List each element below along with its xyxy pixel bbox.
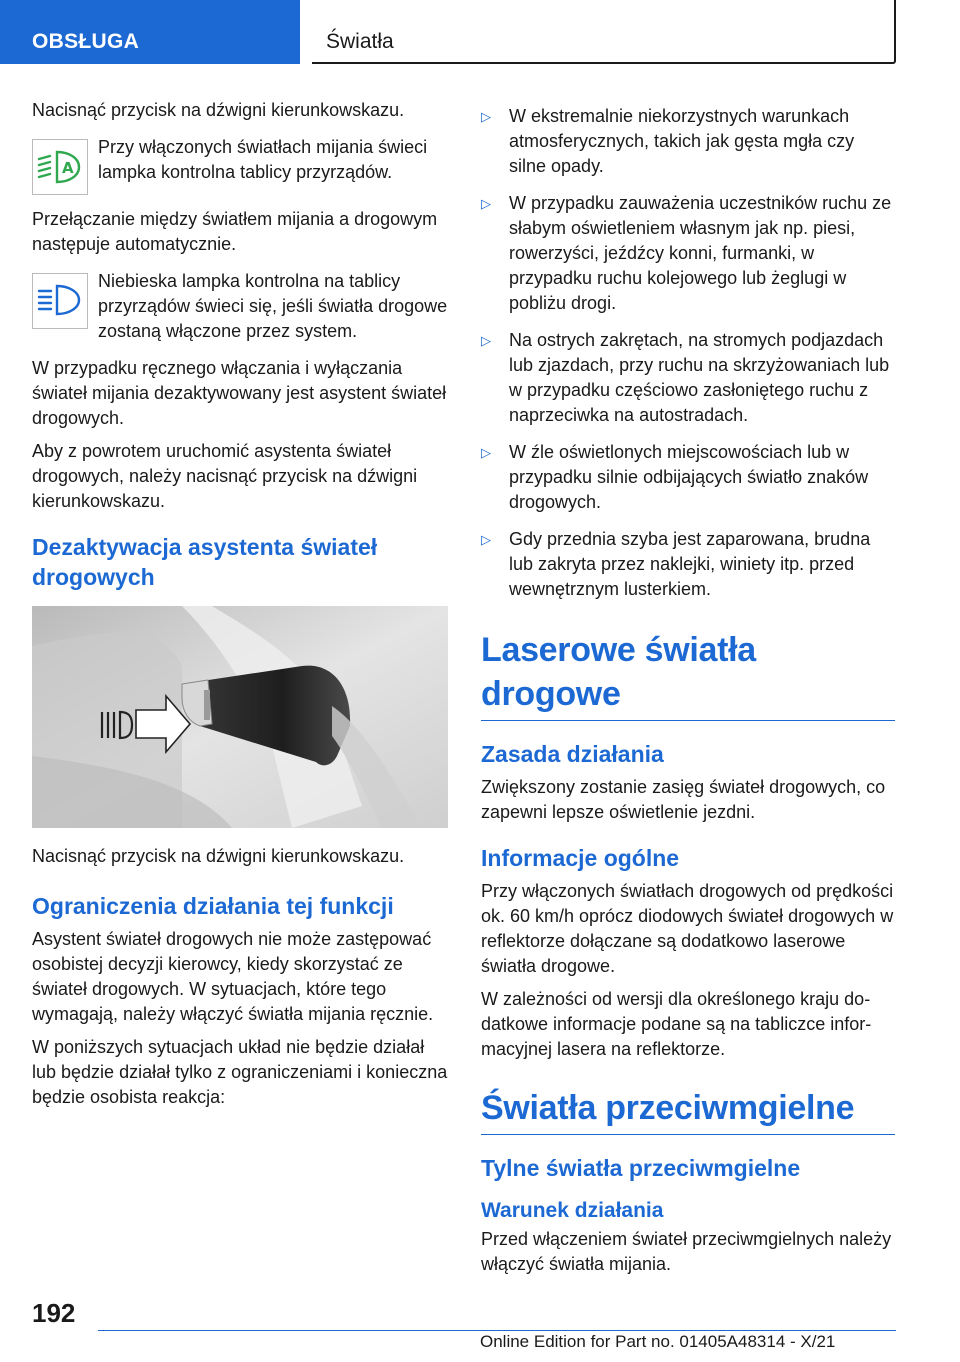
page-number: 192: [32, 1298, 76, 1328]
bullet-triangle-icon: ▷: [481, 333, 491, 348]
paragraph: Aby z powrotem uruchomić asystenta świateł drogowych, należy nacisnąć przycisk na dźwigni kierunkowskazu.: [32, 441, 418, 511]
heading-deactivate: Dezaktywacja asystenta świateł drogowych: [32, 534, 378, 590]
heading-limits: Ograniczenia działania tej funkcji: [32, 893, 394, 919]
bullet-triangle-icon: ▷: [481, 445, 491, 460]
paragraph: W zależności od wersji dla określonego kraju dodatkowe informacje podane są na tabliczce informacyjnej lasera na reflektorze.: [481, 989, 872, 1059]
paragraph: Zwiększony zostanie zasięg świateł drogowych, co zapewni lepsze oświetlenie jezdni.: [481, 777, 886, 822]
left-column: [32, 98, 448, 1118]
list-item: ▷ Na ostrych zakrętach, na stromych podjazdach lub zjazdach, przy ruchu na skrzyżowaniach lub w przypadku częściowo zasłoniętego ruchu z naprzeciwka na autostradach.: [481, 328, 895, 428]
paragraph: Przy włączonych światłach drogowych od prędkości ok. 60 km/h oprócz diodowych świateł drogowych w reflektorze dołączane są dodatkowo laserowe światła drogowe.: [481, 881, 894, 976]
heading-fog-lights: Światła przeciwmgielne: [481, 1086, 895, 1135]
indicator-description: Niebieska lampka kontrolna na tablicy przyrządów świeci się, jeśli światła drogowe zostaną włączone przez system.: [98, 271, 448, 341]
paragraph: W poniższych sytuacjach układ nie będzie działał lub będzie działał tylko z ograniczeniami i konieczna będzie osobista reakcja:: [32, 1037, 448, 1107]
list-item: ▷ Gdy przednia szyba jest zaparowana, brudna lub zakryta przez naklejki, winiety itp. przed wewnętrznym lusterkiem.: [481, 527, 895, 602]
bullet-triangle-icon: ▷: [481, 532, 491, 547]
paragraph: Przełączanie między światłem mijania a drogowym następuje automatycznie.: [32, 209, 438, 254]
right-column: [481, 104, 895, 1285]
heading-condition: Warunek działania: [481, 1199, 664, 1222]
figure-caption: Nacisnąć przycisk na dźwigni kierunkowskazu.: [32, 846, 405, 866]
turn-signal-lever-illustration: [32, 606, 448, 828]
bullet-triangle-icon: ▷: [481, 196, 491, 211]
indicator-row-low-beam: [32, 135, 448, 195]
high-beam-indicator-icon: [32, 273, 88, 329]
paragraph: Nacisnąć przycisk na dźwigni kierunkowskazu.: [32, 100, 405, 120]
list-item: ▷ W przypadku zauważenia uczestników ruchu ze słabym oświetleniem własnym jak np. piesi, rowerzyści, jeźdźcy konni, furmanki, w przypadku ruchu kolejowego lub żeglugi w pobliżu drogi.: [481, 191, 895, 316]
edition-info: Online Edition for Part no. 01405A48314 - X/21: [480, 1332, 836, 1351]
list-item: ▷ W ekstremalnie niekorzystnych warunkach atmosferycznych, takich jak gęsta mgła czy silne opady.: [481, 104, 895, 179]
bullet-triangle-icon: ▷: [481, 109, 491, 124]
indicator-description: Przy włączonych światłach mijania świeci lampka kontrolna tablicy przyrządów.: [98, 137, 428, 182]
paragraph: W przypadku ręcznego włączania i wyłączania świateł mijania dezaktywowany jest asystent świateł drogowych.: [32, 358, 447, 428]
heading-general-info: Informacje ogólne: [481, 845, 680, 871]
limitations-list: [481, 104, 895, 602]
footer-divider: [98, 1330, 896, 1331]
paragraph: Asystent świateł drogowych nie może zastępować osobistej decyzji kierowcy, kiedy skorzystać ze świateł drogowych. W sytuacjach, które tego wymagają, należy włączyć światła mijania ręcznie.: [32, 929, 434, 1024]
heading-principle: Zasada działania: [481, 741, 664, 767]
section-tab: OBSŁUGA: [0, 0, 300, 64]
heading-laser-high-beam: Laserowe światła drogowe: [481, 628, 895, 721]
svg-text:A: A: [62, 159, 74, 177]
heading-rear-fog-lights: Tylne światła przeciwmgielne: [481, 1155, 801, 1181]
low-beam-assistant-indicator-icon: [32, 139, 88, 195]
list-item: ▷ W źle oświetlonych miejscowościach lub w przypadku silnie odbijających światło znaków drogowych.: [481, 440, 895, 515]
indicator-row-high-beam: [32, 269, 448, 344]
paragraph: Przed włączeniem świateł przeciwmgielnych należy włączyć światła mijania.: [481, 1229, 892, 1274]
chapter-title: Światła: [312, 0, 896, 64]
